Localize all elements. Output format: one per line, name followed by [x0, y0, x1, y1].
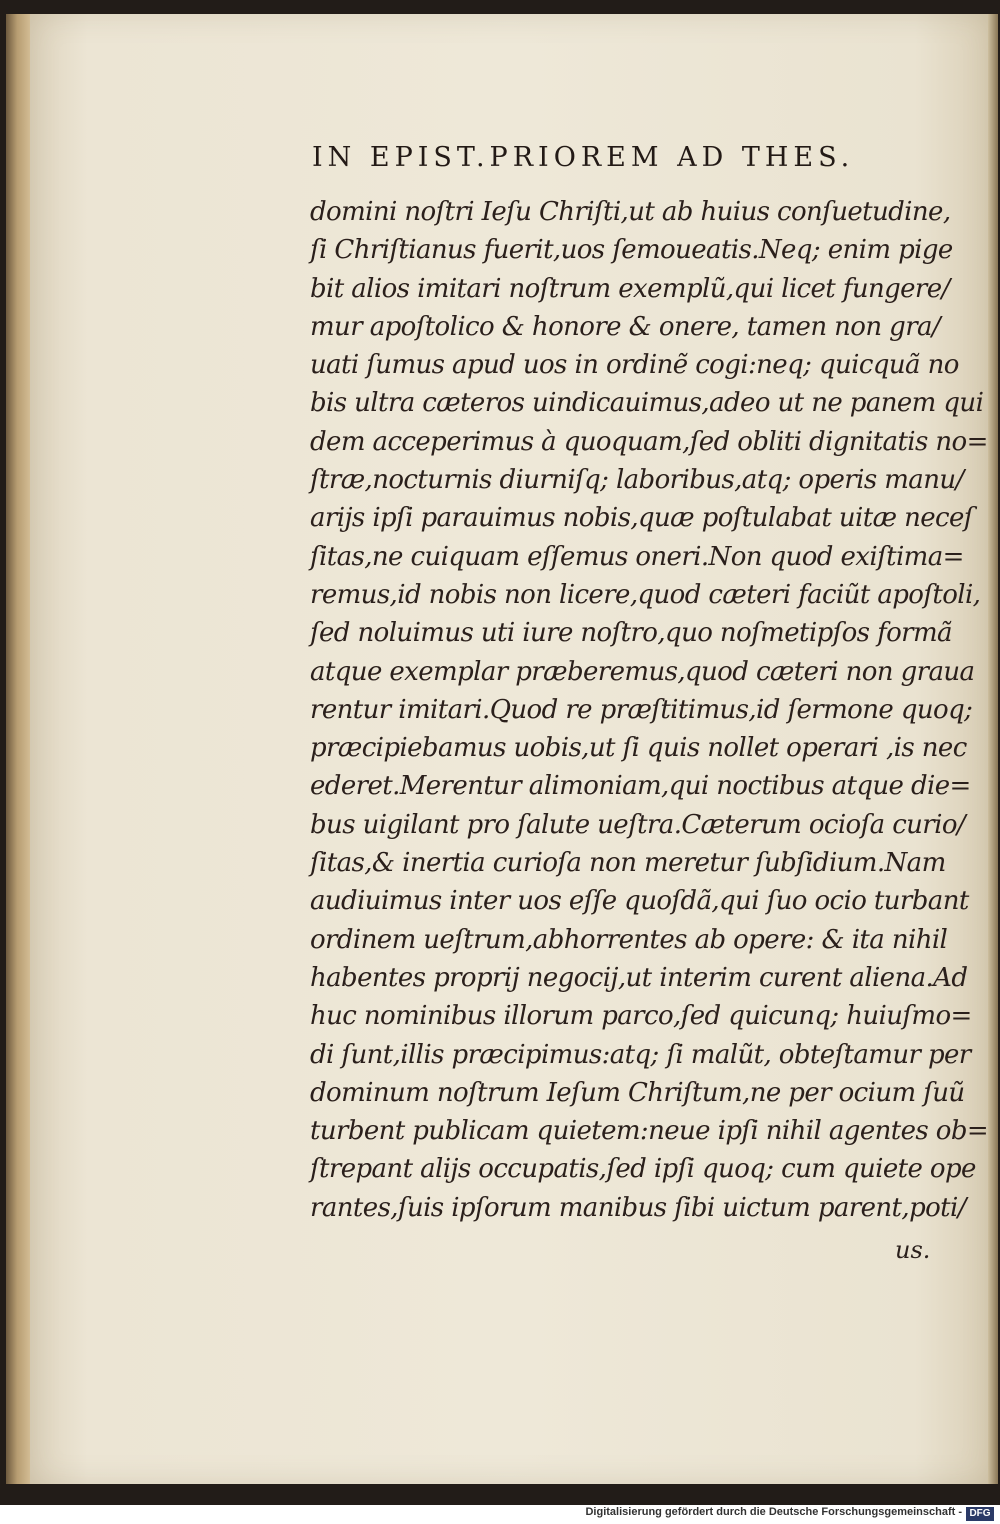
text-line: ſtrepant alijs occupatis,ſed ipſi quoq; cum quiete ope [310, 1154, 976, 1185]
text-line: ordinem ueſtrum,abhorrentes ab opere: & ita nihil [310, 924, 948, 955]
dfg-logo: DFG [966, 1507, 994, 1521]
text-line: mur apoſtolico & honore & onere, tamen non gra/ [310, 311, 941, 342]
text-line: turbent publicam quietem:neue ipſi nihil agentes ob= [310, 1116, 989, 1147]
text-line: bit alios imitari noſtrum exemplũ,qui licet fungere/ [310, 273, 950, 304]
text-line: huc nominibus illorum parco,ſed quicunq; huiuſmo= [310, 1001, 972, 1032]
page-right-edge [988, 14, 998, 1484]
text-line: ſed noluimus uti iure noſtro,quo noſmetipſos formã [310, 618, 952, 649]
text-line: dem acceperimus à quoquam,ſed obliti dignitatis no= [310, 426, 988, 457]
text-line: ederet.Merentur alimoniam,qui noctibus atque die= [310, 771, 971, 802]
text-line: rantes,ſuis ipſorum manibus ſibi uictum parent,poti/ [310, 1192, 966, 1223]
text-line: uati ſumus apud uos in ordinẽ cogi:neq; quicquã no [310, 350, 959, 381]
text-line: ſitas,& inertia curioſa non meretur ſubſidium.Nam [310, 848, 946, 879]
catchword: us. [895, 1236, 931, 1264]
text-line: atque exemplar præberemus,quod cæteri non graua [310, 656, 975, 687]
text-line: ſtræ,nocturnis diurniſq; laboribus,atq; operis manu/ [310, 465, 964, 496]
running-head: IN EPIST.PRIOREM AD THES. [312, 142, 855, 173]
text-line: remus,id nobis non licere,quod cæteri faciũt apoſtoli, [310, 579, 981, 610]
text-line: bis ultra cæteros uindicauimus,adeo ut ne panem qui [310, 388, 984, 419]
text-line: arijs ipſi parauimus nobis,quæ poſtulabat uitæ neceſ [310, 503, 973, 534]
text-block [310, 193, 989, 1227]
text-line: di ſunt,illis præcipimus:atq; ſi malũt, obteſtamur per [310, 1039, 971, 1070]
text-line: audiuimus inter uos eſſe quoſdã,qui ſuo ocio turbant [310, 886, 969, 917]
footer-credit: Digitalisierung gefördert durch die Deutsche Forschungsgemeinschaft - [585, 1506, 962, 1518]
text-line: ſi Chriſtianus fuerit,uos ſemoueatis.Neq; enim pige [310, 235, 953, 266]
text-line: præcipiebamus uobis,ut ſi quis nollet operari ,is nec [310, 733, 967, 764]
text-line: domini noſtri Ieſu Chriſti,ut ab huius conſuetudine, [310, 197, 951, 227]
text-line: rentur imitari.Quod re præſtitimus,id ſermone quoq; [310, 694, 973, 725]
text-line: habentes proprij negocij,ut interim curent aliena.Ad [310, 962, 968, 993]
text-line: ſitas,ne cuiquam eſſemus oneri.Non quod exiſtima= [310, 541, 964, 572]
text-line: bus uigilant pro ſalute ueſtra.Cæterum ocioſa curio/ [310, 809, 966, 840]
text-line: dominum noſtrum Ieſum Chriſtum,ne per ocium ſuũ [310, 1077, 965, 1108]
